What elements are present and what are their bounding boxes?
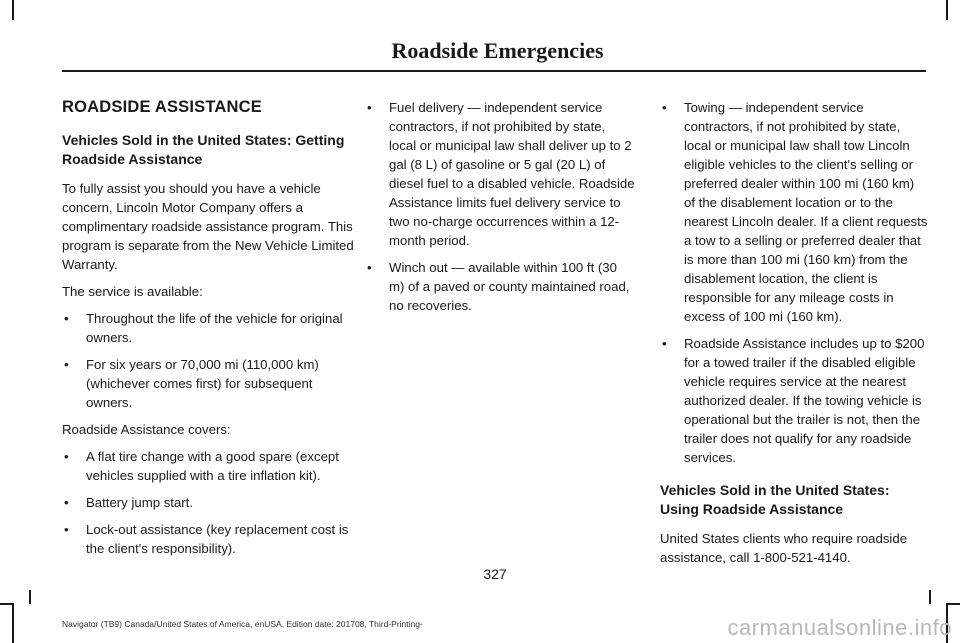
list-item: • Throughout the life of the vehicle for original owners.	[62, 309, 362, 347]
page-header-title: Roadside Emergencies	[391, 38, 604, 63]
sub-title-getting-assistance: Vehicles Sold in the United States: Getting Roadside Assistance	[62, 132, 345, 167]
list-item: • Battery jump start.	[62, 493, 362, 512]
section-title: ROADSIDE ASSISTANCE	[62, 98, 262, 116]
intro-paragraph: To fully assist you should you have a vehicle concern, Lincoln Motor Company offers a complimentary roadside assistance program. This program is separate from the New Vehicle Limited Warranty.	[62, 181, 354, 272]
header-rule	[62, 70, 926, 72]
page-number: 327	[483, 566, 507, 582]
list-item: • Roadside Assistance includes up to $200 for a towed trailer if the disabled eligible vehicle requires service at the nearest authorized dealer. If the towing vehicle is operational but the trailer is not, then the trailer does not qualify for any roadside services.	[660, 334, 928, 467]
available-label: The service is available:	[62, 284, 203, 299]
list-item: • Towing — independent service contractors, if not prohibited by state, local or municipal law shall tow Lincoln eligible vehicles to the client's selling or preferred dealer within 100 mi (160 km) of the disablement location or to the nearest Lincoln dealer. If a client requests a tow to a selling or preferred dealer that is more than 100 mi (160 km) from the disablement location, the client is responsible for any mileage costs in excess of 100 mi (160 km).	[660, 98, 928, 326]
contact-paragraph: United States clients who require roadside assistance, call 1-800-521-4140.	[660, 531, 908, 565]
list-item: • Winch out — available within 100 ft (30 m) of a paved or county maintained road, no recoveries.	[365, 258, 635, 315]
crop-mark-top-right	[946, 0, 948, 20]
towing-list	[660, 98, 928, 467]
crop-mark-bottom-left-v	[12, 603, 14, 643]
footer-edition-info: Navigator (TB9) Canada/United States of America, enUSA, Edition date: 201708, Third-Printing-	[62, 619, 423, 629]
crop-mark-bottom-left-h	[0, 603, 14, 605]
available-list	[62, 309, 362, 412]
sub-title-using-assistance: Vehicles Sold in the United States: Using Roadside Assistance	[660, 482, 890, 517]
list-item: • A flat tire change with a good spare (except vehicles supplied with a tire inflation kit).	[62, 447, 362, 485]
crop-mark-mid-right	[929, 590, 931, 604]
crop-mark-bottom-right-h	[946, 603, 960, 605]
services-list	[365, 98, 635, 315]
list-item: • Fuel delivery — independent service contractors, if not prohibited by state, local or municipal law shall deliver up to 2 gal (8 L) of gasoline or 5 gal (20 L) of diesel fuel to a disabled vehicle. Roadside Assistance limits fuel delivery service to two no-charge occurrences within a 12-month period.	[365, 98, 635, 250]
list-item: • For six years or 70,000 mi (110,000 km) (whichever comes first) for subsequent owners.	[62, 355, 362, 412]
crop-mark-mid-left	[29, 590, 31, 604]
column-1	[62, 92, 362, 566]
column-3	[660, 92, 928, 575]
crop-mark-top-left	[12, 0, 14, 20]
column-2	[365, 92, 635, 323]
watermark-logo: carmanualsonline.info	[727, 615, 952, 640]
covers-list	[62, 447, 362, 558]
covers-label: Roadside Assistance covers:	[62, 422, 231, 437]
list-item: • Lock-out assistance (key replacement cost is the client's responsibility).	[62, 520, 362, 558]
